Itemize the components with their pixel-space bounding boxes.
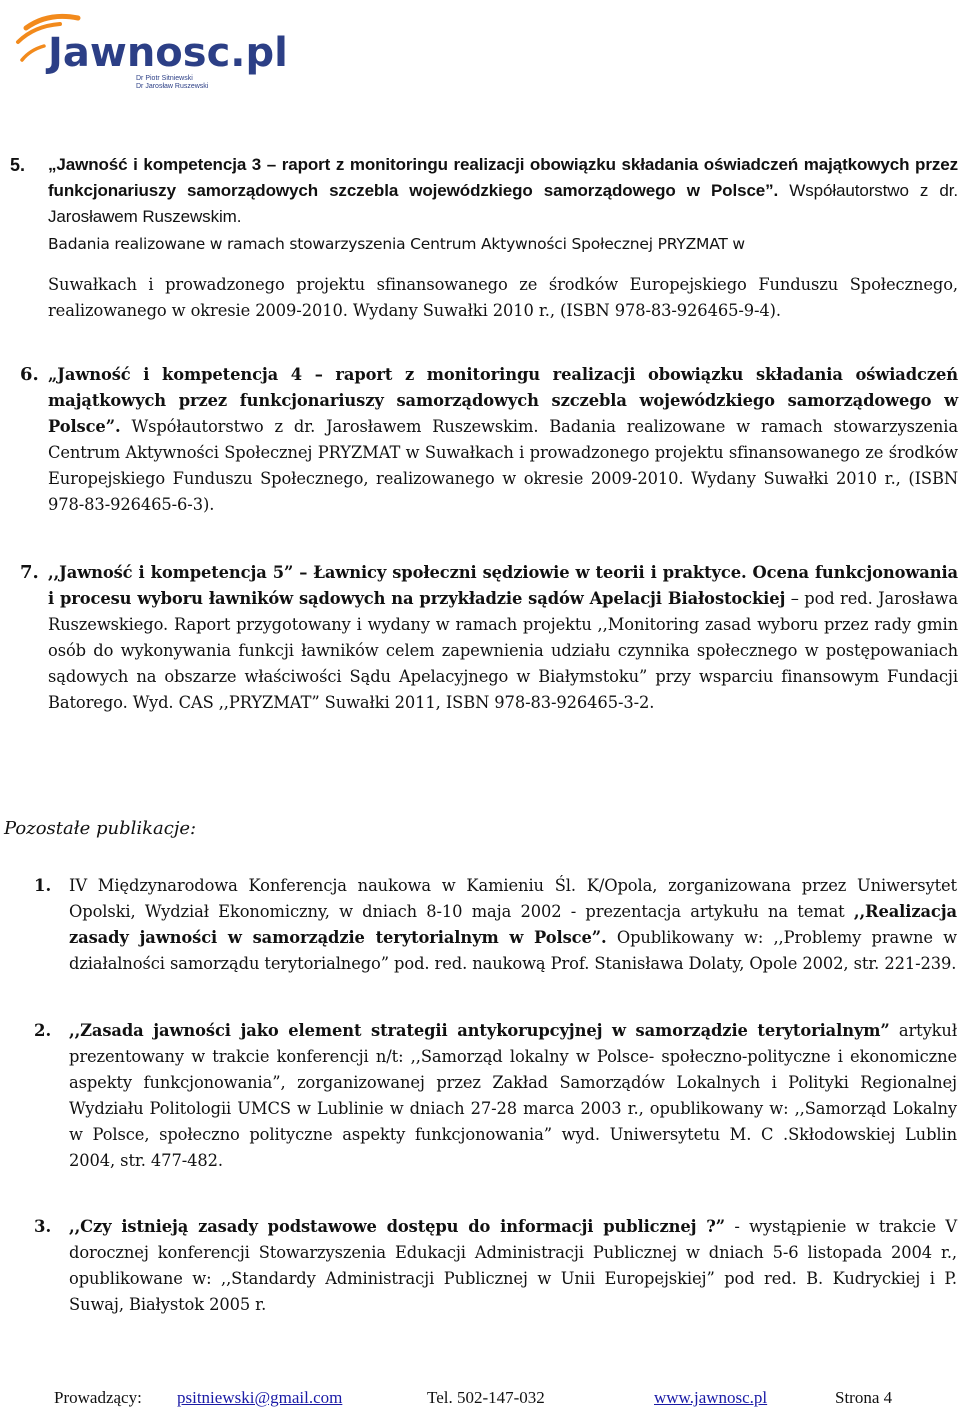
publication-text [69,1214,957,1318]
item-text: – pod red. Jarosława Ruszewskiego. Raport przygotowany i wydany w ramach projektu ,,Monitoring zasad wyboru przez rady gmin osób do wykonywania funkcji ławników celem zapewnienia udziału czynnika społecznego w postępowaniach sądowych na obszarze właściwości Sądu Apelacyjnego w Białymstoku” przy wsparciu finansowym Fundacji Batorego. Wyd. CAS ,,PRYZMAT” Suwałki 2011, ISBN 978-83-926465-3-2. [48,589,959,712]
publication-post: - wystąpienie w trakcie V dorocznej konferencji Stowarzyszenia Edukacji Administracji Publicznej w dniach 5-6 listopada 2004 r., opublikowane w: ,,Standardy Administracji Publicznej w Unii Europejskiej” pod red. B. Kudryckiej i P. Suwaj, Białystok 2005 r. [69,1217,957,1314]
publication-title: ,,Realizacja zasady jawności w samorządzie terytorialnym w Polsce”. [69,902,957,947]
item-number: 6. [20,364,39,385]
item-coauthor: Współautorstwo z dr. Jarosławem Ruszewskim. [48,181,958,226]
publication-title: ,,Zasada jawności jako element strategii antykorupcyjnej w samorządzie terytorialnym” [69,1021,890,1040]
publication-title: ,,Czy istnieją zasady podstawowe dostępu do informacji publicznej ?” [69,1217,725,1236]
item-body [48,152,958,230]
footer-phone: Tel. 502-147-032 [427,1388,545,1407]
footer-label: Prowadzący: [54,1388,142,1407]
item-body [48,560,958,716]
item-body [48,362,958,518]
item-title: „Jawność i kompetencja 3 – raport z monitoringu realizacji obowiązku składania oświadczeń majątkowych przez funkcjonariuszy samorządowych szczebla wojewódzkiego samorządowego w Polsce”. [48,155,958,200]
publication-number: 2. [34,1021,52,1040]
publication-text [69,1018,957,1174]
item-line: Suwałkach i prowadzonego projektu sfinansowanego ze środków Europejskiego Funduszu Społecznego, realizowanego w okresie 2009-2010. Wydany Suwałki 2010 r., (ISBN 978-83-926465-9-4). [48,275,958,320]
publication-text [69,873,957,977]
publication-pre: IV Międzynarodowa Konferencja naukowa w Kamieniu Śl. K/Opola, zorganizowana przez Uniwersytet Opolski, Wydział Ekonomiczny, w dniach 8-10 maja 2002 - prezentacja artykułu na temat [69,876,957,921]
jawnosc-logo [8,6,288,96]
item-line: Badania realizowane w ramach stowarzyszenia Centrum Aktywności Społecznej PRYZMAT w [48,235,745,253]
logo-text: Jawnosc.pl [48,30,288,76]
item-title: „Jawność i kompetencja 4 – raport z monitoringu realizacji obowiązku składania oświadczeń majątkowych przez funkcjonariuszy samorządowych szczebla wojewódzkiego samorządowego w Polsce”. [48,365,958,436]
footer-website-link[interactable]: www.jawnosc.pl [654,1388,768,1407]
item-number: 7. [20,562,39,583]
item-title: ,,Jawność i kompetencja 5” – Ławnicy społeczni sędziowie w teorii i praktyce. Ocena funkcjonowania i procesu wyboru ławników sądowych na przykładzie sądów Apelacji Białostockiej [48,563,958,608]
publication-number: 3. [34,1217,52,1236]
page-footer [54,1388,914,1410]
publication-number: 1. [34,876,52,895]
footer-page-number: Strona 4 [835,1388,893,1407]
item-number: 5. [10,155,26,175]
item-text: Współautorstwo z dr. Jarosławem Ruszewskim. Badania realizowane w ramach stowarzyszenia Centrum Aktywności Społecznej PRYZMAT w Suwałkach i prowadzonego projektu sfinansowanego ze środków Europejskiego Funduszu Społecznego, realizowanego w okresie 2009-2010. Wydany Suwałki 2010 r., (ISBN 978-83-926465-6-3). [48,417,958,514]
logo-author-2: Dr Jarosław Ruszewski [136,83,209,90]
publication-post: artykuł prezentowany w trakcie konferencji n/t: ,,Samorząd lokalny w Polsce- społeczno-polityczne i ekonomiczne aspekty funkcjonowania”, zorganizowanej przez Zakład Samorządów Lokalnych i Polityki Regionalnej Wydziału Politologii UMCS w Lublinie w dniach 27-28 marca 2003 r., opublikowany w: ,,Samorząd Lokalny w Polsce, społeczno polityczne aspekty funkcjonowania” wyd. Uniwersytetu M. C .Skłodowskiej Lublin 2004, str. 477-482. [69,1021,957,1170]
logo-author-1: Dr Piotr Sitniewski [136,75,193,82]
section-heading: Pozostałe publikacje: [4,818,197,839]
publication-post: Opublikowany w: ,,Problemy prawne w działalności samorządu terytorialnego” pod. red. naukową Prof. Stanisława Dolaty, Opole 2002, str. 221-239. [69,928,958,973]
footer-email-link[interactable]: psitniewski@gmail.com [177,1388,343,1407]
